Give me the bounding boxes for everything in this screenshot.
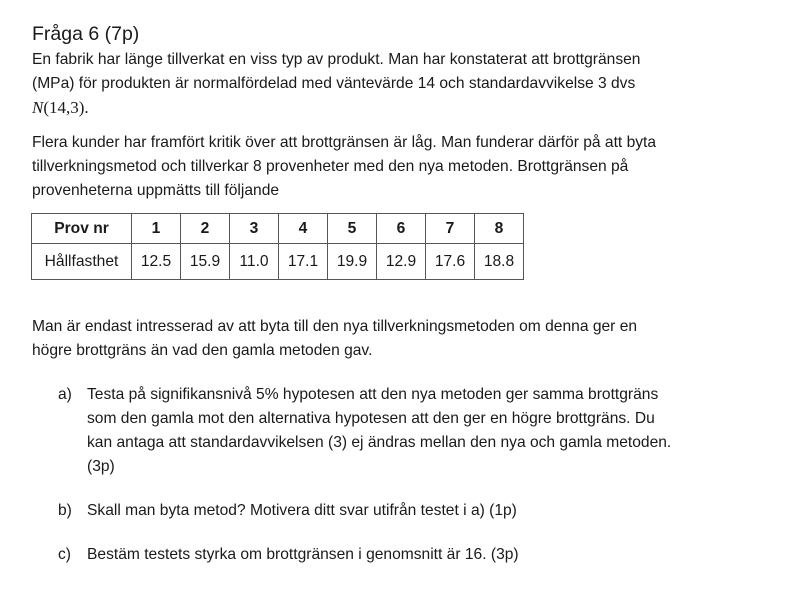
intro-line: (MPa) för produkten är normalfördelad med väntevärde 14 och standardavvikelse 3 dvs	[32, 75, 636, 92]
value-cell: 19.9	[328, 244, 377, 280]
distribution-notation	[32, 96, 640, 120]
value-cell: 11.0	[230, 244, 279, 280]
intro-paragraph	[32, 48, 640, 120]
table-value-row	[32, 244, 524, 280]
subquestion-text	[87, 383, 671, 479]
intro-line: En fabrik har länge tillverkat en viss typ av produkt. Man har konstaterat att brottgränsen	[32, 51, 641, 68]
interest-paragraph	[32, 315, 637, 363]
header-label-cell: Prov nr	[32, 214, 132, 244]
subquestion-line: Bestäm testets styrka om brottgränsen i genomsnitt är 16. (3p)	[87, 546, 519, 563]
subquestion-label: a)	[58, 386, 72, 403]
value-cell: 12.9	[377, 244, 426, 280]
measurement-table	[31, 213, 524, 280]
value-cell: 12.5	[132, 244, 181, 280]
math-symbol: N	[32, 98, 44, 117]
prov-nr-cell: 5	[328, 214, 377, 244]
context-line: tillverkningsmetod och tillverkar 8 provenheter med den nya metoden. Brottgränsen på	[32, 158, 629, 175]
interest-line: högre brottgräns än vad den gamla metoden gav.	[32, 342, 373, 359]
subquestion-line: som den gamla mot den alternativa hypotesen att den ger en högre brottgräns. Du	[87, 410, 655, 427]
math-args: (14,3).	[43, 98, 89, 117]
question-title: Fråga 6 (7p)	[32, 23, 140, 45]
prov-nr-cell: 6	[377, 214, 426, 244]
row-label-cell: Hållfasthet	[32, 244, 132, 280]
subquestion-text	[87, 499, 517, 523]
table-header-row	[32, 214, 524, 244]
prov-nr-cell: 2	[181, 214, 230, 244]
subquestion-label: b)	[58, 502, 72, 519]
subquestion-label: c)	[58, 546, 71, 563]
subquestion-text	[87, 543, 519, 567]
context-line: provenheterna uppmätts till följande	[32, 182, 280, 199]
subquestion-line: Testa på signifikansnivå 5% hypotesen att den nya metoden ger samma brottgräns	[87, 386, 659, 403]
prov-nr-cell: 8	[475, 214, 524, 244]
subquestion-line: Skall man byta metod? Motivera ditt svar utifrån testet i a) (1p)	[87, 502, 517, 519]
prov-nr-cell: 4	[279, 214, 328, 244]
subquestion-line: kan antaga att standardavvikelsen (3) ej ändras mellan den nya och gamla metoden.	[87, 434, 672, 451]
value-cell: 15.9	[181, 244, 230, 280]
prov-nr-cell: 7	[426, 214, 475, 244]
prov-nr-cell: 1	[132, 214, 181, 244]
prov-nr-cell: 3	[230, 214, 279, 244]
value-cell: 18.8	[475, 244, 524, 280]
interest-line: Man är endast intresserad av att byta till den nya tillverkningsmetoden om denna ger en	[32, 318, 638, 335]
value-cell: 17.6	[426, 244, 475, 280]
subquestion-line: (3p)	[87, 458, 115, 475]
context-line: Flera kunder har framfört kritik över att brottgränsen är låg. Man funderar därför på att byta	[32, 134, 657, 151]
value-cell: 17.1	[279, 244, 328, 280]
context-paragraph	[32, 131, 656, 203]
